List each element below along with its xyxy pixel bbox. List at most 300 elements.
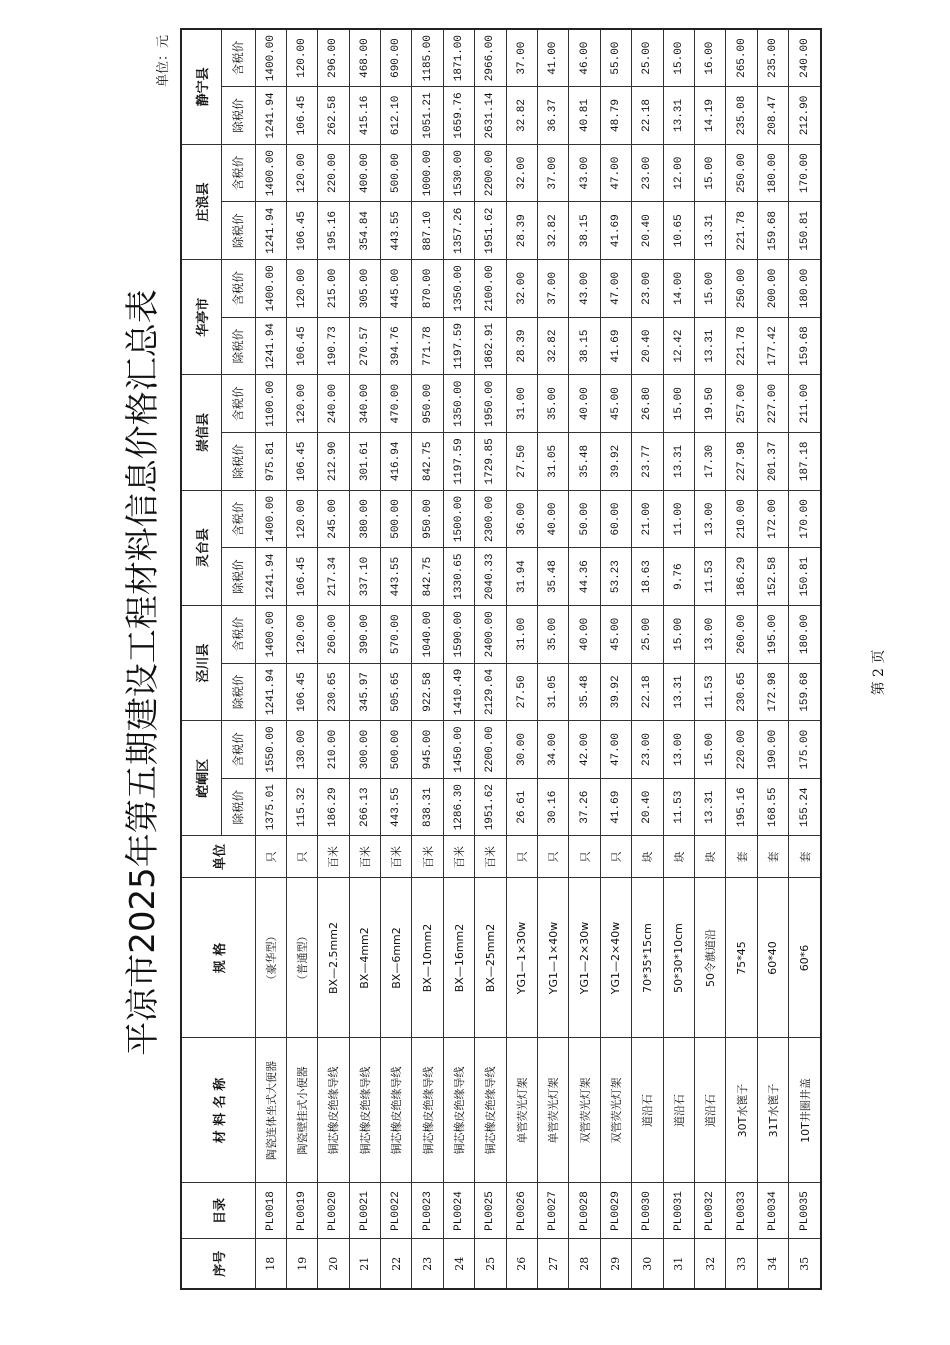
cell-ex-tax-price: 975.81 [255,433,286,491]
cell-name: 陶瓷壁挂式小便器 [286,1038,317,1183]
cell-ex-tax-price: 208.47 [757,87,788,145]
cell-ex-tax-price: 230.65 [318,663,349,721]
cell-ex-tax-price: 266.13 [349,778,380,836]
cell-inc-tax-price: 390.00 [349,605,380,663]
table-row [286,29,317,1289]
table-row [381,29,412,1289]
cell-ex-tax-price: 13.31 [694,778,725,836]
cell-ex-tax-price: 27.50 [506,663,537,721]
cell-ex-tax-price: 13.31 [694,317,725,375]
cell-ex-tax-price: 31.05 [538,433,569,491]
cell-catalog: PL0020 [318,1183,349,1239]
cell-inc-tax-price: 25.00 [632,29,663,87]
cell-ex-tax-price: 11.53 [694,663,725,721]
cell-inc-tax-price: 195.00 [757,605,788,663]
cell-inc-tax-price: 227.00 [757,375,788,433]
header-region: 崆峒区 [181,721,221,836]
cell-ex-tax-price: 1241.94 [255,202,286,260]
cell-ex-tax-price: 190.73 [318,317,349,375]
cell-ex-tax-price: 37.26 [569,778,600,836]
cell-inc-tax-price: 13.00 [663,721,694,779]
cell-ex-tax-price: 1241.94 [255,548,286,606]
cell-inc-tax-price: 1040.00 [412,605,443,663]
cell-inc-tax-price: 180.00 [789,260,821,318]
cell-inc-tax-price: 2200.00 [475,144,506,202]
cell-ex-tax-price: 106.45 [286,663,317,721]
header-inc-tax: 含税价 [221,490,255,548]
table-row [632,29,663,1289]
cell-spec: BX—10mm2 [412,878,443,1038]
cell-catalog: PL0019 [286,1183,317,1239]
cell-unit: 百米 [381,836,412,878]
table-body [255,29,821,1289]
cell-unit: 百米 [349,836,380,878]
cell-seq: 25 [475,1239,506,1289]
cell-inc-tax-price: 945.00 [412,721,443,779]
header-seq: 序号 [181,1239,255,1289]
cell-inc-tax-price: 11.00 [663,490,694,548]
cell-ex-tax-price: 115.32 [286,778,317,836]
cell-ex-tax-price: 1197.59 [443,317,474,375]
cell-ex-tax-price: 10.65 [663,202,694,260]
cell-inc-tax-price: 300.00 [349,721,380,779]
table-row [475,29,506,1289]
cell-ex-tax-price: 20.40 [632,202,663,260]
cell-seq: 24 [443,1239,474,1289]
cell-ex-tax-price: 14.19 [694,87,725,145]
cell-inc-tax-price: 1500.00 [443,490,474,548]
table-row [600,29,631,1289]
cell-inc-tax-price: 23.00 [632,260,663,318]
cell-inc-tax-price: 1950.00 [475,375,506,433]
cell-spec: 70*35*15cm [632,878,663,1038]
cell-ex-tax-price: 106.45 [286,433,317,491]
cell-inc-tax-price: 37.00 [538,144,569,202]
cell-inc-tax-price: 47.00 [600,721,631,779]
cell-ex-tax-price: 18.63 [632,548,663,606]
cell-inc-tax-price: 35.00 [538,375,569,433]
cell-inc-tax-price: 120.00 [286,29,317,87]
header-ex-tax: 除税价 [221,202,255,260]
cell-seq: 35 [789,1239,821,1289]
cell-inc-tax-price: 950.00 [412,375,443,433]
header-region: 庄浪县 [181,144,221,259]
table-row [663,29,694,1289]
cell-inc-tax-price: 47.00 [600,144,631,202]
cell-inc-tax-price: 260.00 [726,605,757,663]
cell-inc-tax-price: 200.00 [757,260,788,318]
cell-inc-tax-price: 570.00 [381,605,412,663]
cell-ex-tax-price: 159.68 [789,317,821,375]
cell-inc-tax-price: 40.00 [569,375,600,433]
cell-unit: 块 [663,836,694,878]
cell-ex-tax-price: 35.48 [569,433,600,491]
table-row [569,29,600,1289]
cell-ex-tax-price: 155.24 [789,778,821,836]
cell-inc-tax-price: 120.00 [286,605,317,663]
cell-ex-tax-price: 838.31 [412,778,443,836]
cell-inc-tax-price: 175.00 [789,721,821,779]
table-row [506,29,537,1289]
cell-ex-tax-price: 195.16 [726,778,757,836]
cell-ex-tax-price: 35.48 [569,663,600,721]
cell-spec: 60*40 [757,878,788,1038]
cell-inc-tax-price: 35.00 [538,605,569,663]
cell-ex-tax-price: 39.92 [600,433,631,491]
cell-inc-tax-price: 1185.00 [412,29,443,87]
cell-inc-tax-price: 25.00 [632,605,663,663]
cell-seq: 30 [632,1239,663,1289]
cell-inc-tax-price: 37.00 [506,29,537,87]
cell-seq: 20 [318,1239,349,1289]
table-row [255,29,286,1289]
cell-ex-tax-price: 26.61 [506,778,537,836]
cell-unit: 百米 [318,836,349,878]
cell-ex-tax-price: 416.94 [381,433,412,491]
cell-ex-tax-price: 1330.65 [443,548,474,606]
cell-spec: YG1—2×40w [600,878,631,1038]
header-row-1 [181,29,221,1289]
cell-ex-tax-price: 44.36 [569,548,600,606]
cell-inc-tax-price: 30.00 [506,721,537,779]
cell-ex-tax-price: 11.53 [694,548,725,606]
cell-seq: 23 [412,1239,443,1289]
cell-ex-tax-price: 20.40 [632,778,663,836]
cell-catalog: PL0025 [475,1183,506,1239]
cell-ex-tax-price: 345.97 [349,663,380,721]
cell-name: 10T井圈井盖 [789,1038,821,1183]
header-inc-tax: 含税价 [221,721,255,779]
cell-ex-tax-price: 17.30 [694,433,725,491]
cell-inc-tax-price: 2400.00 [475,605,506,663]
cell-name: 31T水篦子 [757,1038,788,1183]
cell-name: 双管荧光灯架 [569,1038,600,1183]
table-row [412,29,443,1289]
table-row [757,29,788,1289]
cell-ex-tax-price: 11.53 [663,778,694,836]
cell-inc-tax-price: 1100.00 [255,375,286,433]
cell-inc-tax-price: 45.00 [600,605,631,663]
cell-ex-tax-price: 230.65 [726,663,757,721]
header-ex-tax: 除税价 [221,87,255,145]
cell-catalog: PL0022 [381,1183,412,1239]
cell-name: 道沿石 [663,1038,694,1183]
cell-ex-tax-price: 1241.94 [255,317,286,375]
cell-name: 铜芯橡皮绝缘导线 [412,1038,443,1183]
cell-inc-tax-price: 1530.00 [443,144,474,202]
cell-inc-tax-price: 15.00 [694,144,725,202]
cell-inc-tax-price: 14.00 [663,260,694,318]
cell-inc-tax-price: 2100.00 [475,260,506,318]
cell-inc-tax-price: 260.00 [318,605,349,663]
cell-inc-tax-price: 2200.00 [475,721,506,779]
cell-name: 铜芯橡皮绝缘导线 [475,1038,506,1183]
cell-inc-tax-price: 500.00 [381,721,412,779]
cell-inc-tax-price: 120.00 [286,144,317,202]
cell-ex-tax-price: 887.10 [412,202,443,260]
cell-spec: YG1—1×30w [506,878,537,1038]
cell-ex-tax-price: 35.48 [538,548,569,606]
page-title: 平凉市2025年第五期建设工程材料信息价格汇总表 [123,289,163,1056]
cell-seq: 31 [663,1239,694,1289]
cell-inc-tax-price: 870.00 [412,260,443,318]
cell-ex-tax-price: 842.75 [412,433,443,491]
cell-inc-tax-price: 500.00 [381,144,412,202]
cell-spec: BX—25mm2 [475,878,506,1038]
cell-inc-tax-price: 1400.00 [255,29,286,87]
cell-catalog: PL0031 [663,1183,694,1239]
cell-unit: 套 [789,836,821,878]
cell-inc-tax-price: 2300.00 [475,490,506,548]
cell-unit: 百米 [443,836,474,878]
cell-ex-tax-price: 150.81 [789,548,821,606]
cell-inc-tax-price: 210.00 [726,490,757,548]
page-number: 第 2 页 [871,649,887,696]
header-ex-tax: 除税价 [221,317,255,375]
header-name: 材 料 名 称 [181,1038,255,1183]
cell-ex-tax-price: 1951.62 [475,202,506,260]
cell-ex-tax-price: 212.90 [318,433,349,491]
cell-ex-tax-price: 443.55 [381,548,412,606]
cell-inc-tax-price: 12.00 [663,144,694,202]
cell-catalog: PL0028 [569,1183,600,1239]
cell-inc-tax-price: 265.00 [726,29,757,87]
cell-name: 铜芯橡皮绝缘导线 [349,1038,380,1183]
cell-ex-tax-price: 13.31 [663,433,694,491]
cell-seq: 26 [506,1239,537,1289]
header-unit: 单位 [181,836,255,878]
cell-ex-tax-price: 28.39 [506,317,537,375]
cell-name: 30T水篦子 [726,1038,757,1183]
cell-spec: （豪华型） [255,878,286,1038]
cell-inc-tax-price: 36.00 [506,490,537,548]
cell-ex-tax-price: 212.90 [789,87,821,145]
cell-catalog: PL0035 [789,1183,821,1239]
cell-ex-tax-price: 27.50 [506,433,537,491]
cell-inc-tax-price: 15.00 [694,721,725,779]
cell-ex-tax-price: 922.58 [412,663,443,721]
cell-ex-tax-price: 443.55 [381,202,412,260]
cell-seq: 22 [381,1239,412,1289]
cell-inc-tax-price: 1400.00 [255,260,286,318]
cell-ex-tax-price: 1862.91 [475,317,506,375]
cell-spec: BX—2.5mm2 [318,878,349,1038]
cell-ex-tax-price: 187.18 [789,433,821,491]
header-inc-tax: 含税价 [221,375,255,433]
cell-ex-tax-price: 30.16 [538,778,569,836]
cell-catalog: PL0027 [538,1183,569,1239]
cell-unit: 只 [569,836,600,878]
cell-ex-tax-price: 1357.26 [443,202,474,260]
cell-ex-tax-price: 415.16 [349,87,380,145]
cell-inc-tax-price: 37.00 [538,260,569,318]
cell-unit: 只 [538,836,569,878]
cell-name: 铜芯橡皮绝缘导线 [318,1038,349,1183]
cell-inc-tax-price: 15.00 [694,260,725,318]
cell-catalog: PL0018 [255,1183,286,1239]
header-inc-tax: 含税价 [221,144,255,202]
cell-inc-tax-price: 400.00 [349,144,380,202]
cell-spec: （普通型） [286,878,317,1038]
cell-inc-tax-price: 2966.00 [475,29,506,87]
cell-inc-tax-price: 34.00 [538,721,569,779]
cell-ex-tax-price: 1659.76 [443,87,474,145]
cell-inc-tax-price: 1400.00 [255,144,286,202]
cell-ex-tax-price: 150.81 [789,202,821,260]
cell-spec: 50令旗道沿 [694,878,725,1038]
cell-catalog: PL0021 [349,1183,380,1239]
cell-inc-tax-price: 220.00 [318,144,349,202]
cell-spec: 75*45 [726,878,757,1038]
cell-ex-tax-price: 612.10 [381,87,412,145]
cell-ex-tax-price: 22.18 [632,87,663,145]
cell-spec: BX—6mm2 [381,878,412,1038]
cell-ex-tax-price: 1241.94 [255,87,286,145]
cell-inc-tax-price: 445.00 [381,260,412,318]
header-region: 崇信县 [181,375,221,490]
cell-unit: 百米 [475,836,506,878]
cell-inc-tax-price: 31.00 [506,375,537,433]
cell-spec: BX—4mm2 [349,878,380,1038]
cell-seq: 33 [726,1239,757,1289]
cell-ex-tax-price: 23.77 [632,433,663,491]
cell-ex-tax-price: 262.58 [318,87,349,145]
cell-inc-tax-price: 1450.00 [443,721,474,779]
cell-inc-tax-price: 170.00 [789,144,821,202]
cell-ex-tax-price: 195.16 [318,202,349,260]
cell-inc-tax-price: 220.00 [726,721,757,779]
cell-inc-tax-price: 45.00 [600,375,631,433]
cell-inc-tax-price: 55.00 [600,29,631,87]
header-region: 泾川县 [181,605,221,720]
cell-inc-tax-price: 235.00 [757,29,788,87]
cell-ex-tax-price: 221.78 [726,202,757,260]
header-inc-tax: 含税价 [221,29,255,87]
cell-ex-tax-price: 106.45 [286,202,317,260]
cell-unit: 只 [600,836,631,878]
cell-ex-tax-price: 1729.85 [475,433,506,491]
cell-ex-tax-price: 106.45 [286,548,317,606]
cell-seq: 32 [694,1239,725,1289]
cell-ex-tax-price: 22.18 [632,663,663,721]
cell-ex-tax-price: 771.78 [412,317,443,375]
cell-inc-tax-price: 1000.00 [412,144,443,202]
price-table [180,28,822,1290]
cell-unit: 只 [506,836,537,878]
header-ex-tax: 除税价 [221,663,255,721]
cell-catalog: PL0029 [600,1183,631,1239]
cell-name: 道沿石 [632,1038,663,1183]
cell-ex-tax-price: 1286.30 [443,778,474,836]
cell-inc-tax-price: 120.00 [286,375,317,433]
cell-ex-tax-price: 1375.01 [255,778,286,836]
cell-seq: 19 [286,1239,317,1289]
cell-inc-tax-price: 43.00 [569,260,600,318]
cell-inc-tax-price: 1350.00 [443,260,474,318]
cell-ex-tax-price: 1197.59 [443,433,474,491]
cell-inc-tax-price: 180.00 [757,144,788,202]
cell-ex-tax-price: 48.79 [600,87,631,145]
cell-spec: 50*30*10cm [663,878,694,1038]
cell-inc-tax-price: 180.00 [789,605,821,663]
cell-ex-tax-price: 106.45 [286,317,317,375]
cell-inc-tax-price: 690.00 [381,29,412,87]
cell-unit: 套 [726,836,757,878]
cell-unit: 百米 [412,836,443,878]
cell-inc-tax-price: 470.00 [381,375,412,433]
cell-inc-tax-price: 120.00 [286,260,317,318]
cell-inc-tax-price: 60.00 [600,490,631,548]
cell-ex-tax-price: 106.45 [286,87,317,145]
cell-ex-tax-price: 41.69 [600,778,631,836]
cell-catalog: PL0032 [694,1183,725,1239]
cell-ex-tax-price: 443.55 [381,778,412,836]
cell-inc-tax-price: 245.00 [318,490,349,548]
cell-ex-tax-price: 41.69 [600,202,631,260]
cell-ex-tax-price: 41.69 [600,317,631,375]
cell-ex-tax-price: 1410.49 [443,663,474,721]
cell-inc-tax-price: 210.00 [318,721,349,779]
cell-name: 单管荧光灯架 [538,1038,569,1183]
cell-inc-tax-price: 1871.00 [443,29,474,87]
table-row [694,29,725,1289]
cell-ex-tax-price: 13.31 [663,663,694,721]
cell-ex-tax-price: 159.68 [757,202,788,260]
cell-ex-tax-price: 2040.33 [475,548,506,606]
cell-seq: 34 [757,1239,788,1289]
cell-ex-tax-price: 38.15 [569,202,600,260]
cell-name: 铜芯橡皮绝缘导线 [381,1038,412,1183]
header-ex-tax: 除税价 [221,433,255,491]
cell-inc-tax-price: 16.00 [694,29,725,87]
cell-ex-tax-price: 337.10 [349,548,380,606]
cell-name: 单管荧光灯架 [506,1038,537,1183]
cell-ex-tax-price: 13.31 [663,87,694,145]
cell-ex-tax-price: 1951.62 [475,778,506,836]
cell-unit: 只 [255,836,286,878]
table-row [318,29,349,1289]
cell-inc-tax-price: 1590.00 [443,605,474,663]
cell-catalog: PL0023 [412,1183,443,1239]
cell-inc-tax-price: 257.00 [726,375,757,433]
header-inc-tax: 含税价 [221,605,255,663]
cell-unit: 套 [757,836,788,878]
table-row [349,29,380,1289]
cell-ex-tax-price: 394.76 [381,317,412,375]
cell-name: 双管荧光灯架 [600,1038,631,1183]
cell-ex-tax-price: 221.78 [726,317,757,375]
header-ex-tax: 除税价 [221,548,255,606]
cell-ex-tax-price: 172.98 [757,663,788,721]
cell-inc-tax-price: 240.00 [789,29,821,87]
cell-catalog: PL0024 [443,1183,474,1239]
cell-inc-tax-price: 130.00 [286,721,317,779]
cell-ex-tax-price: 177.42 [757,317,788,375]
cell-catalog: PL0026 [506,1183,537,1239]
cell-ex-tax-price: 1051.21 [412,87,443,145]
cell-ex-tax-price: 186.29 [726,548,757,606]
cell-catalog: PL0030 [632,1183,663,1239]
cell-ex-tax-price: 354.84 [349,202,380,260]
cell-ex-tax-price: 186.29 [318,778,349,836]
cell-inc-tax-price: 500.00 [381,490,412,548]
cell-inc-tax-price: 250.00 [726,144,757,202]
cell-ex-tax-price: 32.82 [538,202,569,260]
header-inc-tax: 含税价 [221,260,255,318]
cell-inc-tax-price: 43.00 [569,144,600,202]
cell-ex-tax-price: 2129.04 [475,663,506,721]
header-catalog: 目录 [181,1183,255,1239]
